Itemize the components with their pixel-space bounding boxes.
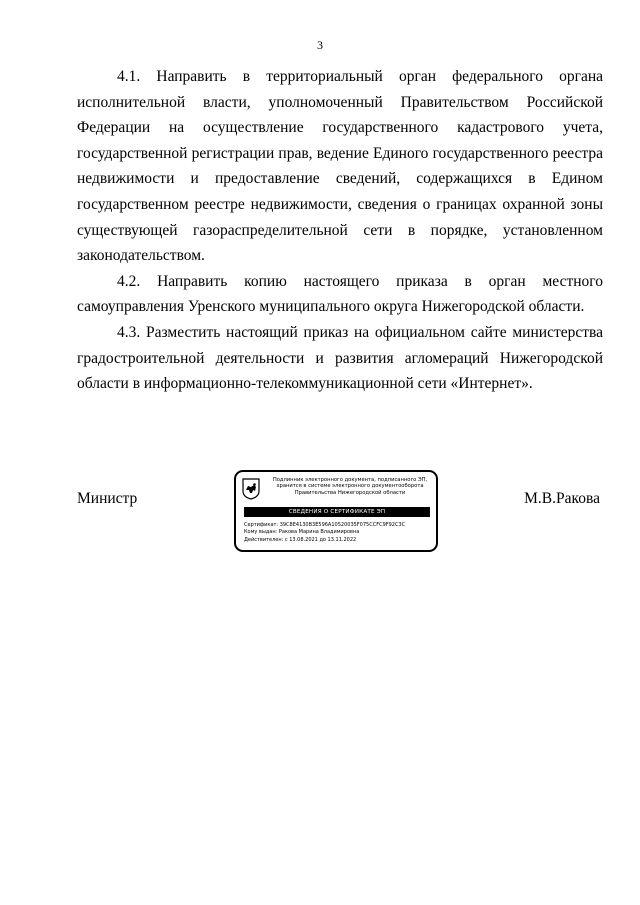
certificate-owner: Кому выдан: Ракова Марина Владимировна xyxy=(244,529,360,536)
electronic-signature-stamp xyxy=(234,470,438,552)
stamp-header xyxy=(266,477,434,496)
document-body xyxy=(77,64,603,397)
certificate-number: Сертификат: 39C8E4130B3E596A10520035F075CCFC9F92C3C xyxy=(244,522,406,528)
certificate-info xyxy=(244,522,405,544)
stamp-header-line: Правительства Нижегородской области xyxy=(294,489,406,496)
coat-of-arms-icon xyxy=(242,478,260,500)
signatory-name: М.В.Ракова xyxy=(524,490,600,507)
page-number: 3 xyxy=(317,38,323,52)
paragraph-4-1: 4.1. Направить в территориальный орган федерального органа исполнительной власти, уполномоченный Правительством Российской Федерации на осуществление государственного кадастрового учета, государственной регистрации прав, ведение Единого государственного реестра недвижимости и предоставление сведений, содержащихся в Едином государственном реестре недвижимости, сведения о границах охранной зоны существующей газораспределительной сети в порядке, установленном законодательством. xyxy=(77,68,603,265)
stamp-header-line: хранится в системе электронного документооборота xyxy=(276,483,424,490)
paragraph-4-2: 4.2. Направить копию настоящего приказа в орган местного самоуправления Уренского муниципального округа Нижегородской области. xyxy=(77,272,603,316)
paragraph-4-3: 4.3. Разместить настоящий приказ на официальном сайте министерства градостроительной деятельности и развития агломераций Нижегородской области в информационно-телекоммуникационной сети «Интернет». xyxy=(77,323,603,393)
signatory-position: Министр xyxy=(77,490,138,507)
stamp-header-line: Подлинник электронного документа, подписанного ЭП, xyxy=(272,477,428,483)
certificate-validity: Действителен: с 13.08.2021 до 13.11.2022 xyxy=(244,536,357,543)
stamp-title: СВЕДЕНИЯ О СЕРТИФИКАТЕ ЭП xyxy=(244,507,430,517)
